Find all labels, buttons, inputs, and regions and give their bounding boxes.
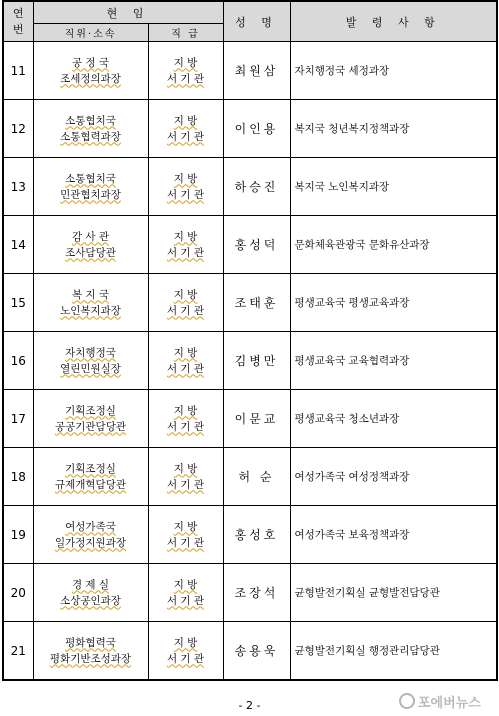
watermark-logo [399,690,491,712]
row-grade-line2: 서 기 관 [166,246,205,259]
row-name: 조장석 [223,564,290,622]
row-grade [148,100,223,158]
row-grade-line2: 서 기 관 [166,130,205,143]
table-row [3,390,497,448]
row-grade [148,564,223,622]
row-name: 이인용 [223,100,290,158]
row-grade [148,506,223,564]
personnel-table [2,0,498,681]
row-grade [148,448,223,506]
row-position-title: 민관협치과장 [60,188,121,201]
row-position-title: 조세정의과장 [60,72,121,85]
row-grade-line1: 지 방 [173,520,198,533]
row-position-dept: 소통협치국 [65,172,116,185]
row-appointment: 자치행정국 세정과장 [290,42,497,100]
row-position-title: 소상공인과장 [60,594,121,607]
header-serial-line1: 연 [12,6,24,20]
row-position [33,622,148,681]
row-position-title: 소통협력과장 [60,130,121,143]
row-grade-line2: 서 기 관 [166,188,205,201]
row-grade-line1: 지 방 [173,636,198,649]
table-row [3,622,497,681]
row-appointment: 복지국 청년복지정책과장 [290,100,497,158]
table-row [3,448,497,506]
table-row [3,332,497,390]
row-position-dept: 공 정 국 [71,56,110,69]
row-grade-line1: 지 방 [173,288,198,301]
row-position-dept: 복 지 국 [71,288,110,301]
row-number: 16 [3,332,33,390]
row-position [33,506,148,564]
row-position [33,100,148,158]
row-position [33,274,148,332]
table-row [3,100,497,158]
row-number: 19 [3,506,33,564]
row-position-dept: 여성가족국 [65,520,116,533]
row-position-title: 규제개혁담당관 [54,478,126,491]
header-serial-line2: 번 [12,22,24,36]
row-grade-line2: 서 기 관 [166,304,205,317]
row-position-dept: 평화협력국 [65,636,116,649]
row-appointment: 복지국 노인복지과장 [290,158,497,216]
table-row [3,274,497,332]
row-grade-line2: 서 기 관 [166,478,205,491]
row-grade-line1: 지 방 [173,404,198,417]
table-row [3,216,497,274]
row-number: 15 [3,274,33,332]
header-position: 직위·소속 [33,24,148,42]
row-name: 하승진 [223,158,290,216]
row-appointment: 여성가족국 여성정책과장 [290,448,497,506]
row-position-title: 일가정지원과장 [54,536,126,549]
row-grade [148,158,223,216]
row-grade-line2: 서 기 관 [166,362,205,375]
row-grade-line2: 서 기 관 [166,420,205,433]
row-name: 김병만 [223,332,290,390]
row-position [33,332,148,390]
row-name: 최원삼 [223,42,290,100]
row-grade-line2: 서 기 관 [166,72,205,85]
row-position [33,564,148,622]
row-grade [148,42,223,100]
row-position-title: 조사담당관 [65,246,116,259]
row-grade-line2: 서 기 관 [166,652,205,665]
row-name: 송용욱 [223,622,290,681]
row-grade [148,332,223,390]
row-number: 11 [3,42,33,100]
page-number: - 2 - [238,699,261,712]
row-position [33,216,148,274]
row-number: 21 [3,622,33,681]
header-serial [3,1,33,42]
row-position-title: 열린민원실장 [60,362,121,375]
row-grade-line2: 서 기 관 [166,594,205,607]
row-appointment: 균형발전기획실 균형발전담당관 [290,564,497,622]
row-grade-line1: 지 방 [173,230,198,243]
row-grade-line1: 지 방 [173,346,198,359]
table-row [3,506,497,564]
row-grade-line1: 지 방 [173,56,198,69]
row-number: 12 [3,100,33,158]
row-grade-line1: 지 방 [173,172,198,185]
watermark-text: 포에버뉴스 [418,695,481,711]
row-grade-line1: 지 방 [173,578,198,591]
watermark-icon [399,693,415,709]
row-position [33,42,148,100]
row-position-dept: 감 사 관 [71,230,110,243]
row-number: 17 [3,390,33,448]
header-appointment: 발 령 사 항 [290,1,497,42]
header-current-post: 현 임 [33,1,223,24]
table-row [3,42,497,100]
row-name: 홍성덕 [223,216,290,274]
row-position-dept: 경 제 실 [71,578,110,591]
row-position-title: 공공기관담당관 [54,420,126,433]
row-appointment: 균형발전기획실 행정관리담당관 [290,622,497,681]
row-name: 홍성호 [223,506,290,564]
row-appointment: 평생교육국 평생교육과장 [290,274,497,332]
row-appointment: 평생교육국 청소년과장 [290,390,497,448]
table-row [3,564,497,622]
row-appointment: 여성가족국 보육정책과장 [290,506,497,564]
row-number: 13 [3,158,33,216]
row-name: 이문교 [223,390,290,448]
table-row [3,158,497,216]
row-position [33,448,148,506]
row-position-title: 평화기반조성과장 [49,652,132,665]
row-name: 허 순 [223,448,290,506]
header-name: 성 명 [223,1,290,42]
row-position-dept: 자치행정국 [65,346,116,359]
header-grade: 직 급 [148,24,223,42]
row-grade-line2: 서 기 관 [166,536,205,549]
row-number: 14 [3,216,33,274]
row-position-dept: 소통협치국 [65,114,116,127]
row-name: 조태훈 [223,274,290,332]
row-grade [148,274,223,332]
row-grade [148,390,223,448]
row-position [33,390,148,448]
row-number: 18 [3,448,33,506]
row-grade-line1: 지 방 [173,462,198,475]
row-position-dept: 기획조정실 [65,404,116,417]
row-position [33,158,148,216]
row-number: 20 [3,564,33,622]
row-appointment: 문화체육관광국 문화유산과장 [290,216,497,274]
row-position-dept: 기획조정실 [65,462,116,475]
row-grade-line1: 지 방 [173,114,198,127]
row-grade [148,622,223,681]
row-appointment: 평생교육국 교육협력과장 [290,332,497,390]
row-position-title: 노인복지과장 [60,304,121,317]
row-grade [148,216,223,274]
